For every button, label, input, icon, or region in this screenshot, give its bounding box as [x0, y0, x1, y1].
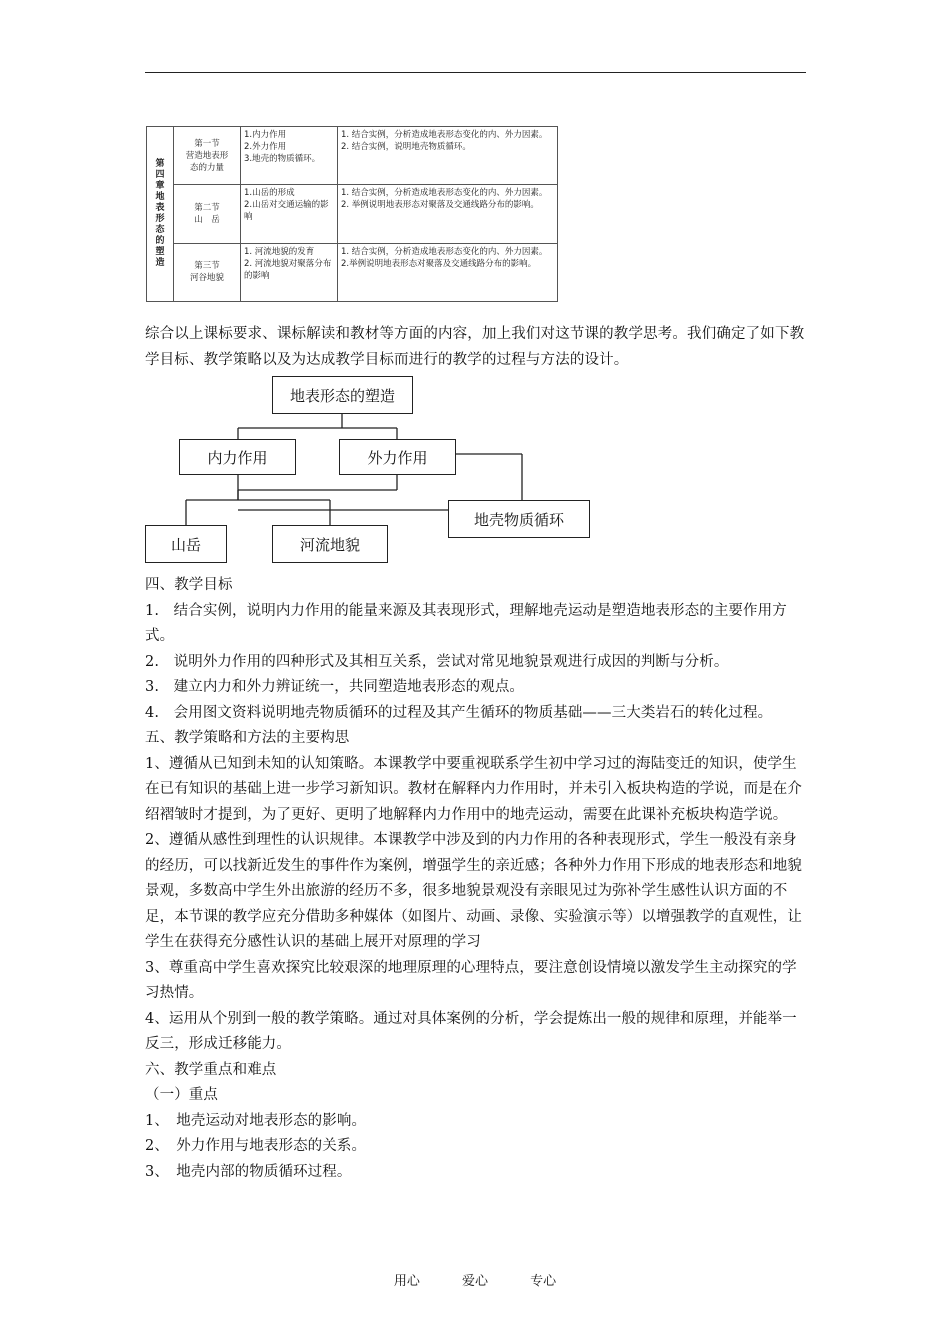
intro-paragraph	[145, 322, 807, 373]
key-point-item: 3、 地壳内部的物质循环过程。	[145, 1163, 352, 1180]
requirement-cell	[338, 243, 558, 301]
content-line: 2. 河流地貌对聚落分布的影响	[244, 258, 332, 281]
section-line: 山 岳	[194, 214, 220, 225]
requirement-line: 1. 结合实例，分析造成地表形态变化的内、外力因素。	[341, 246, 548, 257]
curriculum-table	[146, 126, 558, 302]
requirement-cell	[338, 127, 558, 185]
strategy-item: 4、运用从个别到一般的教学策略。通过对具体案例的分析，学会提炼出一般的规律和原理，并能举一反三，形成迁移能力。	[145, 1010, 797, 1052]
section-line: 第一节	[194, 138, 220, 149]
content-cell	[241, 185, 338, 243]
objective-item: 2. 说明外力作用的四种形式及其相互关系，尝试对常见地貌景观进行成因的判断与分析。	[145, 653, 729, 670]
node-river-landform	[272, 525, 388, 563]
section-line: 第三节	[194, 261, 220, 272]
section-cell	[174, 127, 241, 185]
section-cell	[174, 185, 241, 243]
table-row	[147, 127, 558, 185]
content-cell	[241, 127, 338, 185]
node-river-landform-label: 河流地貌	[299, 535, 360, 554]
requirement-cell	[338, 185, 558, 243]
content-line: 3.地壳的物质循环。	[244, 154, 321, 164]
content-cell	[241, 243, 338, 301]
node-outer-force	[339, 439, 456, 475]
header-rule	[145, 72, 806, 73]
footer-word: 专心	[530, 1274, 557, 1289]
node-inner-force-label: 内力作用	[207, 448, 268, 467]
content-line: 2.外力作用	[244, 142, 287, 152]
heading-key-points: 六、教学重点和难点	[145, 1061, 277, 1078]
chapter-label: 第四章 地表形态的塑造	[155, 159, 165, 268]
section-line: 营造地表形	[185, 150, 229, 161]
footer-word: 用心	[393, 1274, 420, 1289]
node-crust-cycle	[448, 500, 590, 538]
section-line: 态的力量	[189, 162, 224, 173]
objective-item: 4. 会用图文资料说明地壳物质循环的过程及其产生循环的物质基础——三大类岩石的转化过程。	[145, 704, 773, 721]
heading-objectives: 四、教学目标	[145, 577, 233, 593]
node-mountain-label: 山岳	[170, 535, 201, 554]
node-inner-force	[179, 439, 296, 475]
chapter-cell	[147, 127, 174, 302]
footer-word: 爱心	[461, 1274, 488, 1289]
page-footer	[0, 1270, 950, 1289]
strategy-item: 2、遵循从感性到理性的认识规律。本课教学中涉及到的内力作用的各种表现形式，学生一般没有亲身的经历，可以找新近发生的事件作为案例，增强学生的亲近感；各种外力作用下形成的地表形态和地貌景观，多数高中学生外出旅游的经历不多，很多地貌景观没有亲眼见过为弥补学生感性认识方面的不足，本节课的教学应充分借助多种媒体（如图片、动画、录像、实验演示等）以增强教学的直观性，让学生在获得充分感性认识的基础上展开对原理的学习	[145, 832, 802, 950]
node-outer-force-label: 外力作用	[367, 448, 428, 467]
requirement-line: 2. 举例说明地表形态对聚落及交通线路分布的影响。	[341, 200, 539, 211]
node-root-label: 地表形态的塑造	[289, 386, 395, 405]
node-root	[272, 376, 413, 414]
strategy-item: 3、尊重高中学生喜欢探究比较艰深的地理原理的心理特点，要注意创设情境以激发学生主动探究的学习热情。	[145, 959, 797, 1001]
requirement-line: 1. 结合实例，分析造成地表形态变化的内、外力因素。	[341, 130, 548, 140]
content-line: 2.山岳对交通运输的影响	[244, 200, 329, 223]
content-line: 1. 河流地貌的发育	[244, 246, 315, 257]
requirement-line: 2.举例说明地表形态对聚落及交通线路分布的影响。	[341, 258, 537, 269]
table-row	[147, 185, 558, 243]
intro-text: 综合以上课标要求、课标解读和教材等方面的内容，加上我们对这节课的教学思考。我们确定了如下教学目标、教学策略以及为达成教学目标而进行的教学的过程与方法的设计。	[145, 326, 805, 368]
node-crust-cycle-label: 地壳物质循环	[473, 510, 564, 529]
key-point-item: 1、 地壳运动对地表形态的影响。	[145, 1112, 367, 1129]
objective-item: 3. 建立内力和外力辨证统一，共同塑造地表形态的观点。	[145, 679, 525, 695]
requirement-line: 1. 结合实例，分析造成地表形态变化的内、外力因素。	[341, 188, 548, 199]
content-line: 1.内力作用	[244, 130, 287, 140]
section-line: 第二节	[194, 202, 220, 213]
table-row	[147, 243, 558, 301]
node-mountain	[145, 525, 227, 563]
body-text	[145, 573, 807, 1185]
objective-item: 1. 结合实例，说明内力作用的能量来源及其表现形式，理解地壳运动是塑造地表形态的主要作用方式。	[145, 602, 787, 644]
requirement-line: 2. 结合实例，说明地壳物质循环。	[341, 142, 471, 152]
section-cell	[174, 243, 241, 301]
content-line: 1.山岳的形成	[244, 188, 295, 199]
key-point-item: 2、 外力作用与地表形态的关系。	[145, 1138, 367, 1154]
section-line: 河谷地貌	[189, 273, 224, 284]
subheading-key-points: （一）重点	[145, 1087, 218, 1103]
heading-strategy: 五、教学策略和方法的主要构思	[145, 730, 350, 746]
strategy-item: 1、遵循从已知到未知的认知策略。本课教学中要重视联系学生初中学习过的海陆变迁的知识，使学生在已有知识的基础上进一步学习新知识。教材在解释内力作用时，并未引入板块构造的学说，而是在介绍褶皱时才提到，为了更好、更明了地解释内力作用中的地壳运动，需要在此课补充板块构造学说。	[145, 755, 802, 823]
